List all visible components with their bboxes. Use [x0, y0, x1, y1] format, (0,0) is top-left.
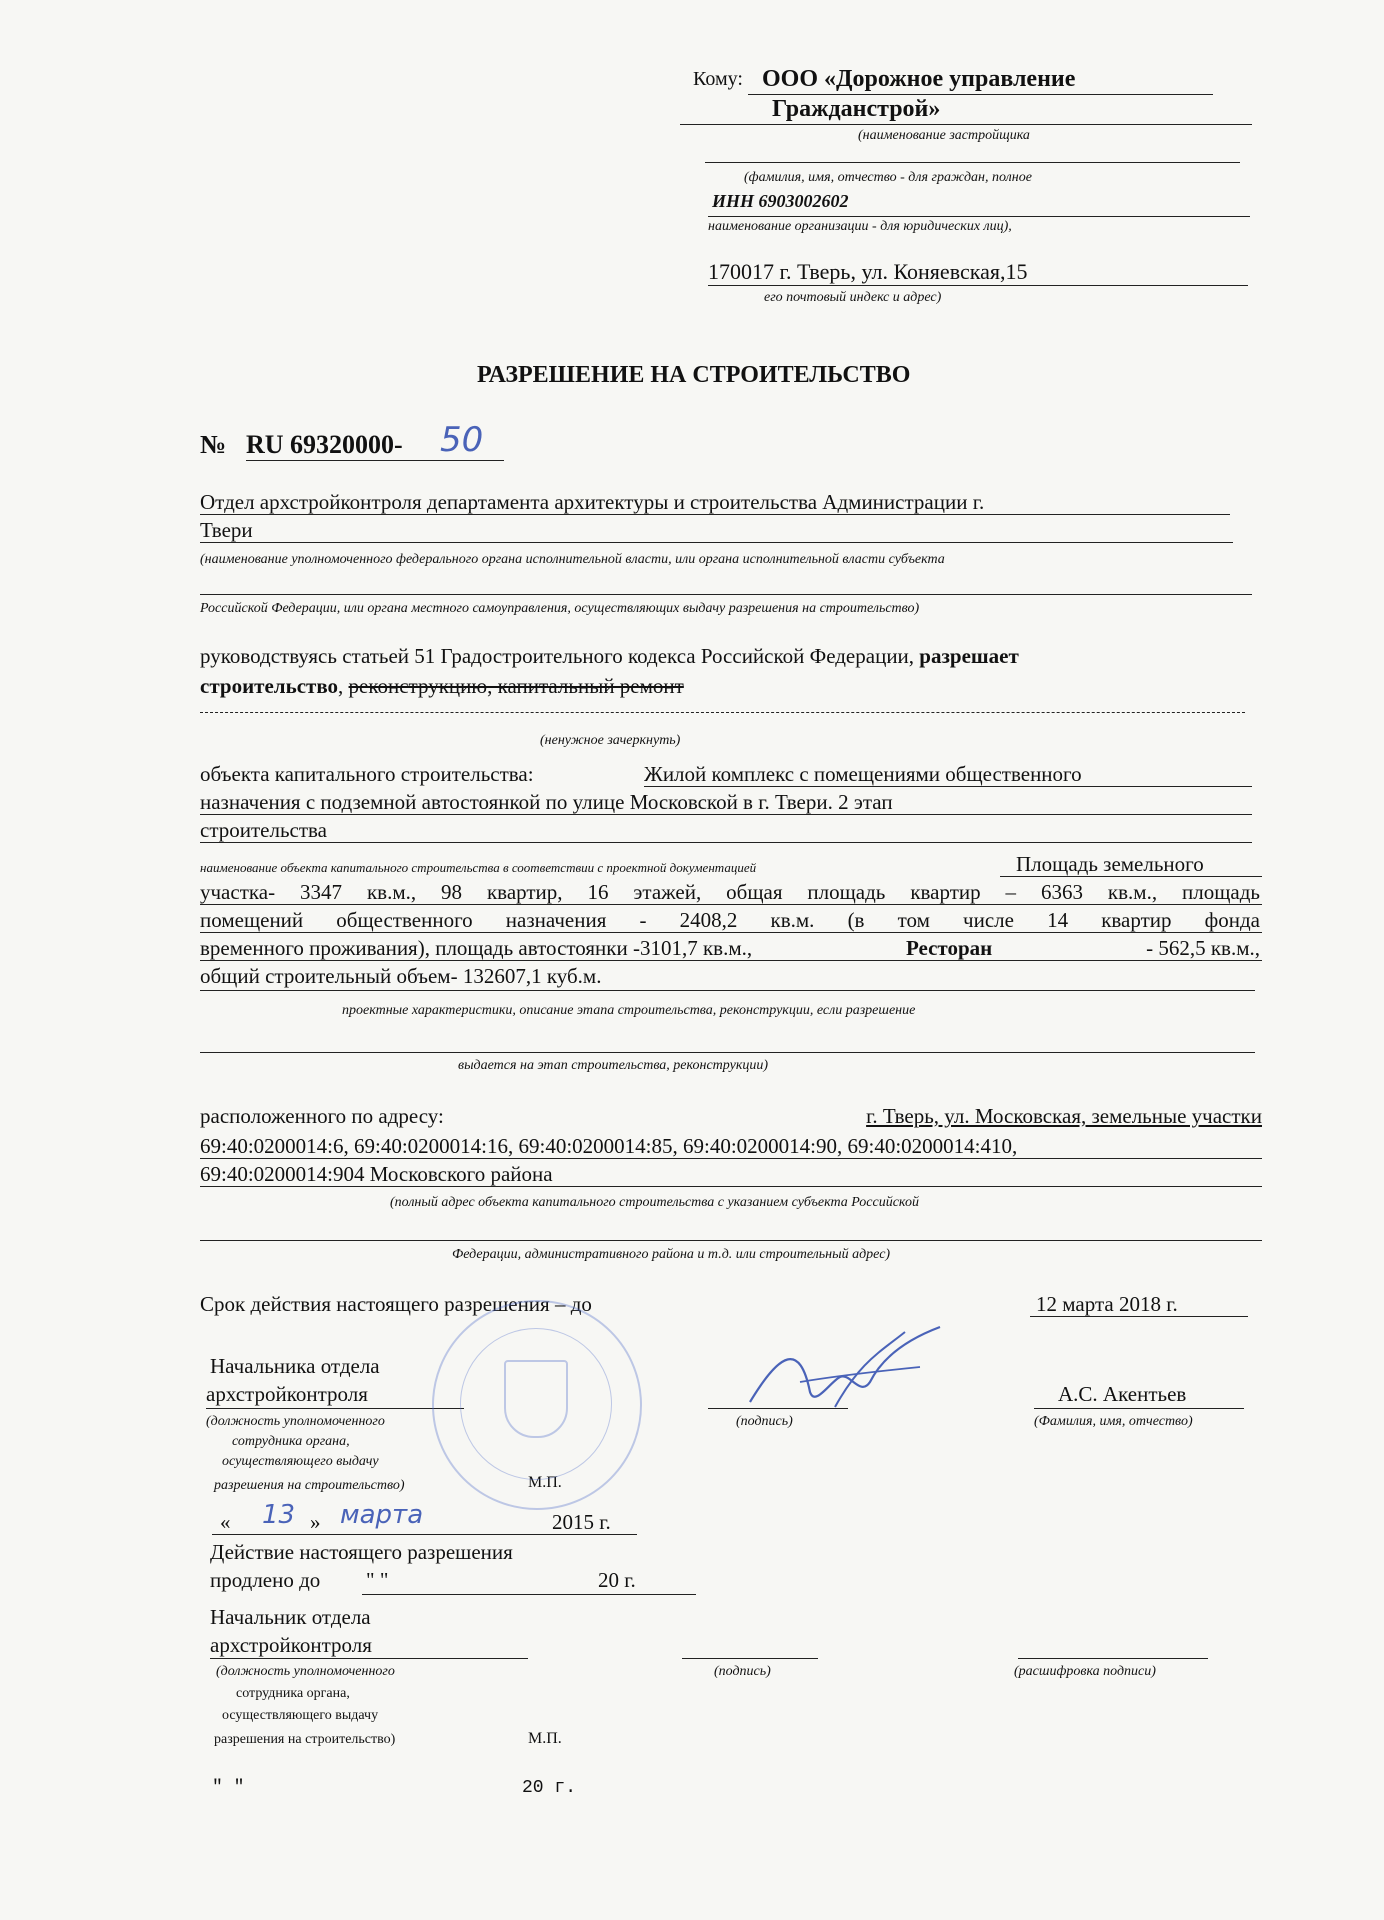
- note-location-2: Федерации, административного района и т.д. или строительный адрес): [452, 1247, 891, 1262]
- basis-sep: ,: [338, 674, 344, 698]
- ext-mp: М.П.: [528, 1730, 562, 1747]
- underline: [200, 1186, 1262, 1187]
- sig1-position1: Начальника отдела: [210, 1354, 380, 1378]
- extension-year: 20 г.: [598, 1568, 636, 1592]
- sig1-date-month: марта: [340, 1500, 424, 1530]
- sig1-date-year: 2015 г.: [552, 1510, 611, 1534]
- note-sig1-sign: (подпись): [736, 1414, 793, 1429]
- note-location-1: (полный адрес объекта капитального строительства с указанием субъекта Российской: [390, 1195, 919, 1210]
- note-sig1-pos2: сотрудника органа,: [232, 1434, 350, 1449]
- extension-line1: Действие настоящего разрешения: [210, 1540, 513, 1564]
- basis-text: [200, 644, 1019, 669]
- object-char4: [200, 936, 1260, 961]
- underline: [1000, 876, 1262, 877]
- footer-quotes: " ": [212, 1778, 245, 1798]
- ext-position1: Начальник отдела: [210, 1605, 371, 1629]
- basis-main: руководствуясь статьей 51 Градостроительного кодекса Российской Федерации,: [200, 644, 915, 668]
- underline: [1034, 1408, 1244, 1409]
- sig1-date-day: 13: [262, 1500, 296, 1530]
- recipient-prefix: Кому:: [693, 68, 743, 90]
- sig1-position2: архстройконтроля: [206, 1382, 368, 1406]
- object-char3: помещений общественного назначения - 2408,2 кв.м. (в том числе 14 квартир фонда: [200, 908, 1260, 932]
- ext-position2: архстройконтроля: [210, 1633, 372, 1657]
- basis-line2: [200, 674, 684, 699]
- underline: [200, 960, 1262, 961]
- dashed-separator: [200, 712, 1245, 713]
- underline: [1030, 1316, 1248, 1317]
- recipient-inn: ИНН 6903002602: [712, 191, 849, 211]
- underline: [644, 786, 1252, 787]
- underline: [206, 1408, 464, 1409]
- underline: [748, 94, 1213, 95]
- note-object: наименование объекта капитального строительства в соответствии с проектной документацией: [200, 860, 757, 875]
- underline: [680, 124, 1252, 125]
- permit-number-handwritten: 50: [440, 420, 484, 460]
- underline: [708, 216, 1250, 217]
- signature-line: [682, 1658, 818, 1659]
- note-ext-name: (расшифровка подписи): [1014, 1664, 1156, 1679]
- object-label: объекта капитального строительства:: [200, 762, 534, 786]
- note-ext-pos3: осуществляющего выдачу: [222, 1708, 379, 1723]
- official-stamp: [432, 1300, 642, 1510]
- underline: [200, 814, 1252, 815]
- authority-line1: Отдел архстройконтроля департамента архитектуры и строительства Администрации г.: [200, 490, 985, 514]
- footer-year: 20 г.: [522, 1778, 577, 1798]
- recipient-name-line2: Гражданстрой»: [772, 96, 941, 122]
- basis-allows: разрешает: [919, 644, 1019, 668]
- coat-of-arms-icon: [504, 1360, 568, 1438]
- note-sig1-pos3: осуществляющего выдачу: [222, 1454, 379, 1469]
- location-line3: 69:40:0200014:904 Московского района: [200, 1162, 553, 1186]
- underline: [200, 1158, 1262, 1159]
- sig1-mp: М.П.: [528, 1474, 562, 1491]
- note-strike: (ненужное зачеркнуть): [540, 733, 681, 748]
- object-char1: Площадь земельного: [1016, 852, 1204, 876]
- object-char4c: - 562,5 кв.м.,: [1146, 936, 1260, 960]
- object-char2: участка- 3347 кв.м., 98 квартир, 16 этажей, общая площадь квартир – 6363 кв.м., площадь: [200, 880, 1260, 904]
- note-recipient-name: (наименование застройщика: [858, 128, 1030, 143]
- sig1-name: А.С. Акентьев: [1058, 1382, 1187, 1406]
- underline: [1018, 1658, 1208, 1659]
- recipient-address: 170017 г. Тверь, ул. Коняевская,15: [708, 259, 1028, 284]
- recipient-name-line1: ООО «Дорожное управление: [762, 66, 1076, 92]
- location-line1: г. Тверь, ул. Московская, земельные участки: [866, 1104, 1262, 1128]
- location-label: расположенного по адресу:: [200, 1104, 444, 1128]
- note-authority-2: Российской Федерации, или органа местного самоуправления, осуществляющих выдачу разрешения на строительство): [200, 601, 920, 616]
- object-line3: строительства: [200, 818, 328, 842]
- underline: [246, 460, 504, 461]
- number-prefix: №: [200, 430, 227, 459]
- note-stage: выдается на этап строительства, реконструкции): [458, 1058, 769, 1073]
- authority-line2: Твери: [200, 518, 253, 542]
- underline: [200, 1240, 1262, 1241]
- basis-struck: реконструкцию, капитальный ремонт: [348, 674, 684, 698]
- sig1-date-mid: »: [310, 1510, 321, 1534]
- note-recipient-fio: (фамилия, имя, отчество - для граждан, полное: [744, 170, 1032, 185]
- underline: [200, 1052, 1255, 1053]
- note-recipient-org: наименование организации - для юридических лиц),: [708, 219, 1012, 234]
- note-ext-sign: (подпись): [714, 1664, 771, 1679]
- signature-icon: [740, 1322, 950, 1422]
- validity-date: 12 марта 2018 г.: [1036, 1292, 1178, 1316]
- validity-label: Срок действия настоящего разрешения – до: [200, 1292, 592, 1316]
- underline: [212, 1534, 637, 1535]
- underline: [200, 514, 1230, 515]
- location-line2: 69:40:0200014:6, 69:40:0200014:16, 69:40:0200014:85, 69:40:0200014:90, 69:40:0200014:410,: [200, 1134, 1018, 1158]
- underline: [200, 932, 1262, 933]
- extension-line2: продлено до: [210, 1568, 321, 1592]
- extension-quotes: " ": [366, 1568, 389, 1592]
- location-line0: [200, 1104, 1262, 1129]
- note-characteristics: проектные характеристики, описание этапа строительства, реконструкции, если разрешение: [342, 1003, 916, 1018]
- object-char5: общий строительный объем- 132607,1 куб.м.: [200, 964, 602, 988]
- note-sig1-pos1: (должность уполномоченного: [206, 1414, 385, 1429]
- object-line2: назначения с подземной автостоянкой по улице Московской в г. Твери. 2 этап: [200, 790, 893, 814]
- object-line1: Жилой комплекс с помещениями общественного: [644, 762, 1082, 786]
- underline: [362, 1594, 696, 1595]
- note-ext-pos2: сотрудника органа,: [236, 1686, 350, 1701]
- basis-construction: строительство: [200, 674, 339, 698]
- permit-number: RU 69320000-: [246, 430, 403, 459]
- object-char4a: временного проживания), площадь автостоянки -3101,7 кв.м.,: [200, 936, 753, 960]
- object-restaurant: Ресторан: [905, 936, 993, 960]
- note-ext-pos1: (должность уполномоченного: [216, 1664, 395, 1679]
- document-title: РАЗРЕШЕНИЕ НА СТРОИТЕЛЬСТВО: [477, 362, 911, 388]
- underline: [200, 904, 1262, 905]
- note-ext-pos4: разрешения на строительство): [214, 1732, 396, 1747]
- underline: [200, 542, 1233, 543]
- sig1-date-open: «: [220, 1510, 231, 1534]
- note-recipient-address: его почтовый индекс и адрес): [764, 290, 942, 305]
- underline: [200, 842, 1252, 843]
- underline: [705, 162, 1240, 163]
- underline: [210, 1658, 528, 1659]
- note-sig1-pos4: разрешения на строительство): [214, 1478, 405, 1493]
- note-authority-1: (наименование уполномоченного федерального органа исполнительной власти, или органа исполнительной власти субъекта: [200, 552, 945, 567]
- underline: [200, 594, 1252, 595]
- underline: [200, 990, 1255, 991]
- underline: [708, 285, 1248, 286]
- note-sig1-name: (Фамилия, имя, отчество): [1034, 1414, 1193, 1429]
